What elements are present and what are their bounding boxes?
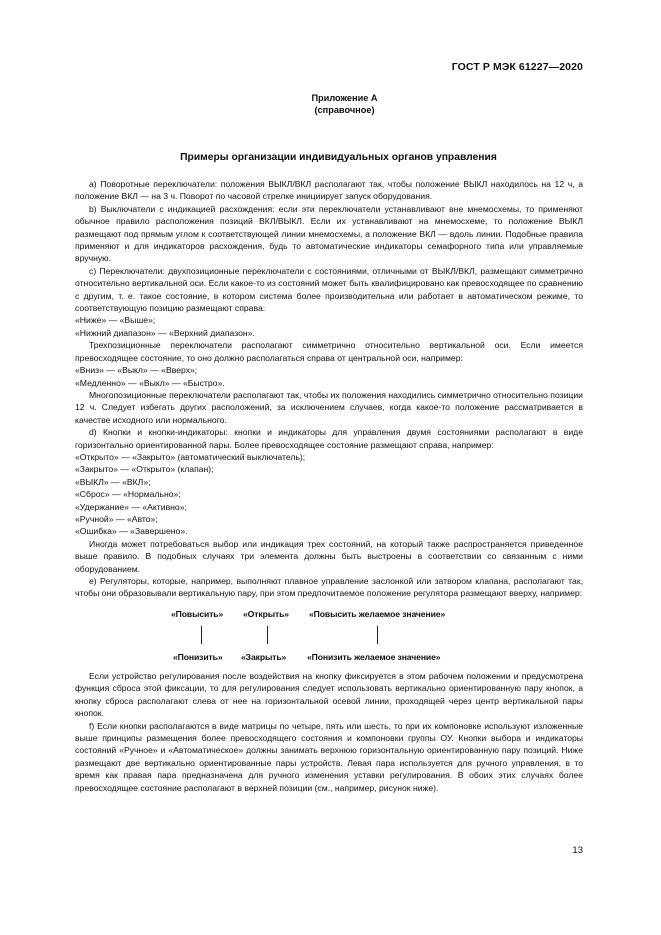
regulator-diagram	[75, 604, 583, 668]
diagram-label-open: «Открыть»	[243, 609, 289, 619]
diagram-connector-line	[267, 626, 268, 644]
page-title: Примеры организации индивидуальных органов управления	[180, 152, 497, 163]
paragraph-b: b) Выключатели с индикацией расхождения: если эти переключатели устанавливают вне мнемосхемы, то применяют обычное правило расположения позиций ВКЛ/ВЫКЛ. Если их устанавливают на мнемосхеме, то положение ВЫКЛ размещают под прямым углом к соответствующей линии мнемосхемы, а положение ВКЛ — вдоль линии. Подобные правила применяют и для индикаторов расхождения, будь то автоматические индикаторы семафорного типа или управляемые вручную.	[75, 203, 583, 264]
example-line: «Ниже» — «Выше»;	[75, 315, 156, 326]
page-number: 13	[572, 845, 583, 856]
appendix-subtitle: (справочное)	[314, 105, 375, 115]
paragraph-a: a) Поворотные переключатели: положения ВЫКЛ/ВКЛ располагают так, чтобы положение ВЫКЛ находилось на 12 ч, а положение ВКЛ — на 3 ч. Поворот по часовой стрелке инициирует запуск оборудования.	[75, 179, 583, 202]
example-line: «Вниз» — «Выкл» — «Вверх»;	[75, 365, 198, 376]
paragraph-e: e) Регуляторы, которые, например, выполняют плавное управление заслонкой или затвором клапана, располагают так, чтобы они образовывали вертикальную пару, при этом предпочитаемое положение регулятора размещают вверху, например:	[75, 576, 583, 599]
example-line: «Ручной» — «Авто»;	[75, 513, 158, 524]
example-line: «Закрыто» — «Открыто» (клапан);	[75, 464, 214, 475]
diagram-label-raise: «Повысить»	[171, 609, 224, 619]
paragraph-reset: Если устройство регулирования после воздействия на кнопку фиксируется в этом рабочем положении и предусмотрена функция сброса этой фиксации, то для регулирования следует использовать вертикально ориентированную пару кнопок, а кнопку сброса располагают слева от нее на горизонтальной осевой линии, проходящей через центр вертикальной пары кнопок.	[75, 671, 583, 719]
body-text-lower	[75, 670, 583, 794]
standard-header: ГОСТ Р МЭК 61227—2020	[451, 61, 583, 73]
paragraph-f: f) Если кнопки располагаются в виде матрицы по четыре, пять или шесть, то при их компоновке используют изложенные выше принципы размещения более превосходящего состояния и компоновки группы ОУ. Кнопки выбора и индикаторы состояний «Ручное» и «Автоматическое» должны занимать верхнюю горизонтальную ориентированную пару позиций. Ниже размещают две вертикально ориентированные пары устройств. Левая пара используется для ручного управления, в то время как правая пара предназначена для ручного изменения уставки регулирования. В обоих этих случаях более превосходящее состояние располагают в верхней позиции (см., например, рисунок ниже).	[75, 720, 583, 793]
example-line: «Открыто» — «Закрыто» (автоматический выключатель);	[75, 451, 306, 462]
diagram-label-lower-setpoint: «Понизить желаемое значение»	[307, 652, 441, 662]
example-line: «Сброс» — «Нормально»;	[75, 489, 181, 500]
paragraph-d: d) Кнопки и кнопки-индикаторы: кнопки и индикаторы для управления двумя состояниями располагают в виде горизонтально ориентированной пары. Более превосходящее состояние размещают справа, например:	[75, 427, 583, 450]
example-line: «Удержание» — «Активно»;	[75, 501, 187, 512]
paragraph-c3: Многопозиционные переключатели располагают так, чтобы их положения находились симметрично относительно позиции 12 ч. Следует избегать других расположений, за исключением случаев, когда какое-то положение рассматривается в качестве исходного или нормального.	[75, 389, 583, 425]
appendix-title: Приложение А	[311, 93, 378, 103]
diagram-label-close: «Закрыть»	[241, 652, 287, 662]
diagram-label-raise-setpoint: «Повысить желаемое значение»	[309, 609, 446, 619]
diagram-label-lower: «Понизить»	[173, 652, 223, 662]
paragraph-c: c) Переключатели: двухпозиционные переключатели с состояниями, отличными от ВЫКЛ/ВКЛ, размещают симметрично относительно вертикальной оси. Если какое-то из состояний может быть квалифицировано как превосходящее по сравнению с другим, т. е. такое состояние, в котором система более производительна или работает в автоматическом режиме, то соответствующую позицию размещают справа:	[75, 265, 583, 314]
diagram-connector-line	[377, 626, 378, 644]
appendix-heading	[0, 92, 661, 116]
example-line: «Нижний диапазон» — «Верхний диапазон».	[75, 327, 255, 338]
paragraph-c2: Трехпозиционные переключатели располагают симметрично относительно вертикальной оси. Если имеется превосходящее состояние, то оно должно располагаться справа от центральной оси, например:	[75, 340, 583, 363]
diagram-connector-line	[201, 626, 202, 644]
example-line: «Медленно» — «Выкл» — «Быстро».	[75, 377, 225, 388]
body-text-upper	[75, 178, 583, 600]
example-line: «Ошибка» — «Завершено».	[75, 526, 188, 537]
paragraph-d2: Иногда может потребоваться выбор или индикация трех состояний, на который также распространяется приведенное выше правило. В подобных случаях три элемента должны быть выстроены в соответствии со связанным с ними оборудованием.	[75, 538, 583, 574]
example-line: «ВЫКЛ» — «ВКЛ»;	[75, 476, 151, 487]
